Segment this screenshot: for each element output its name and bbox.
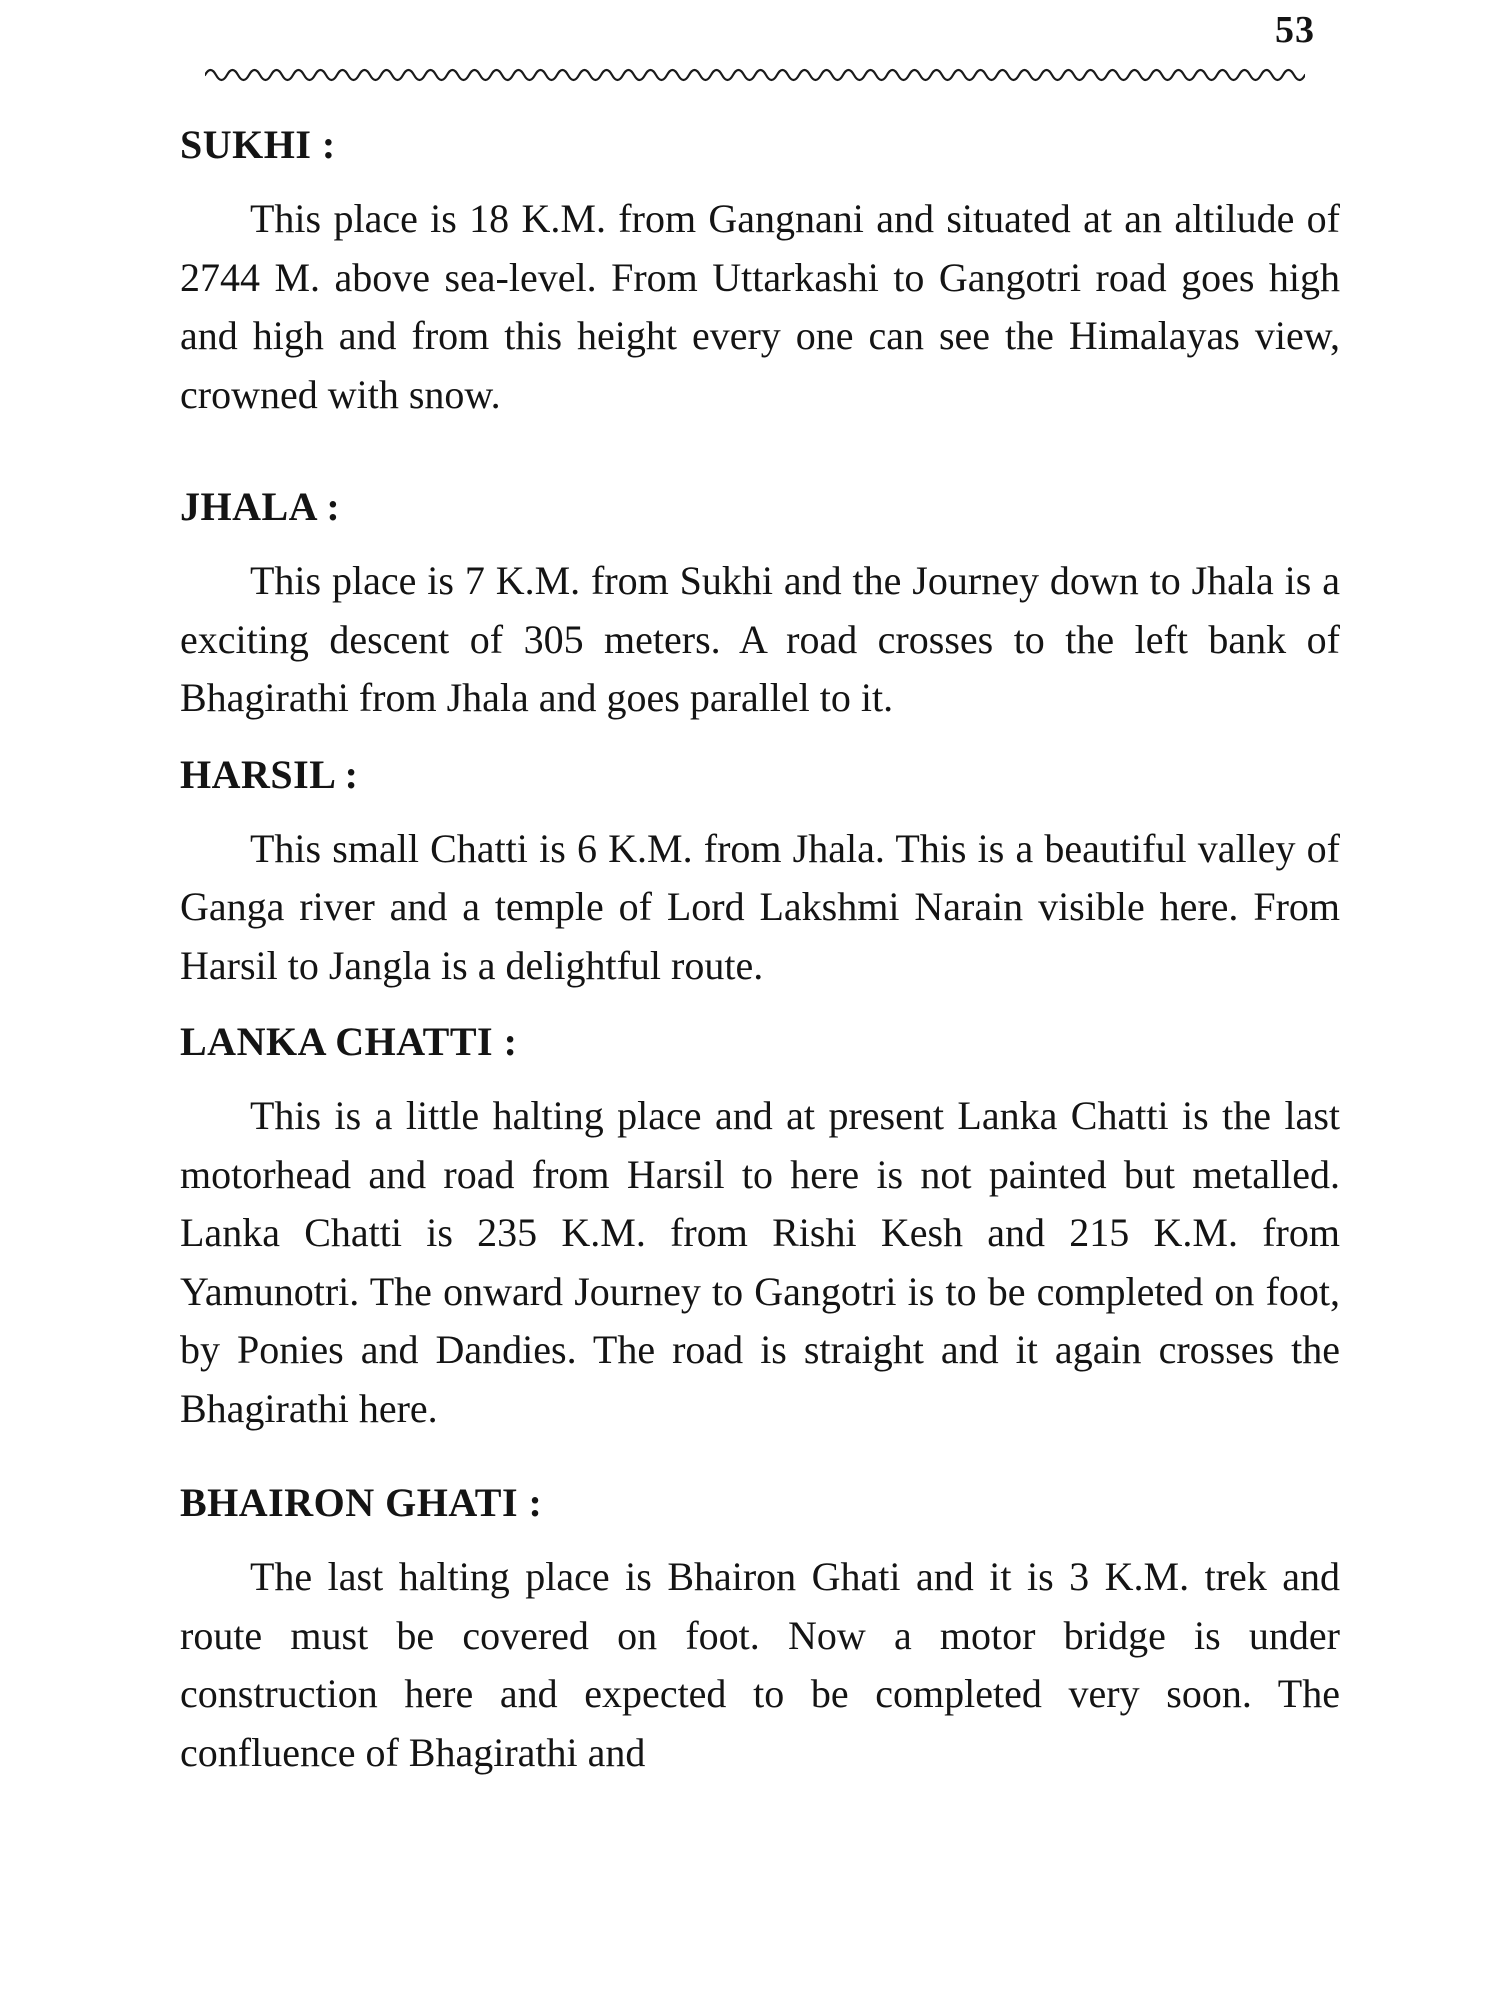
section-body-lanka-chatti: This is a little halting place and at present Lanka Chatti is the last motorhead and road from Harsil to here is not painted but metalled. Lanka Chatti is 235 K.M. from Rishi Kesh and 215 K.M. from Yamunotri. The onward Journey to Gangotri is to be completed on foot, by Ponies and Dandies. The road is straight and it again crosses the Bhagirathi here. [180, 1093, 1340, 1431]
section-lanka-chatti [180, 1017, 1340, 1438]
wavy-divider [205, 60, 1305, 90]
page-content [180, 120, 1340, 1782]
section-body-bhairon-ghati: The last halting place is Bhairon Ghati and it is 3 K.M. trek and route must be covered on foot. Now a motor bridge is under construction here and expected to be completed very soon. The confluence of Bhagirathi and [180, 1554, 1340, 1775]
section-sukhi [180, 120, 1340, 424]
page-number: 53 [1275, 9, 1315, 51]
section-heading-lanka-chatti: LANKA CHATTI : [180, 1019, 518, 1064]
section-heading-harsil: HARSIL : [180, 751, 359, 797]
section-heading-bhairon-ghati: BHAIRON GHATI : [180, 1480, 543, 1525]
section-body-harsil: This small Chatti is 6 K.M. from Jhala. This is a beautiful valley of Ganga river and a temple of Lord Lakshmi Narain visible here. From Harsil to Jangla is a delightful route. [180, 825, 1340, 988]
section-bhairon-ghati [180, 1478, 1340, 1782]
section-heading-sukhi: SUKHI : [180, 122, 336, 167]
section-heading-jhala: JHALA : [180, 484, 341, 529]
section-harsil [180, 750, 1340, 996]
section-jhala [180, 482, 1340, 728]
section-body-jhala: This place is 7 K.M. from Sukhi and the Journey down to Jhala is a exciting descent of 305 meters. A road crosses to the left bank of Bhagirathi from Jhala and goes parallel to it. [180, 558, 1340, 720]
section-body-sukhi: This place is 18 K.M. from Gangnani and situated at an altilude of 2744 M. above sea-level. From Uttarkashi to Gangotri road goes high and high and from this height every one can see the Himalayas view, crowned with snow. [180, 196, 1340, 417]
